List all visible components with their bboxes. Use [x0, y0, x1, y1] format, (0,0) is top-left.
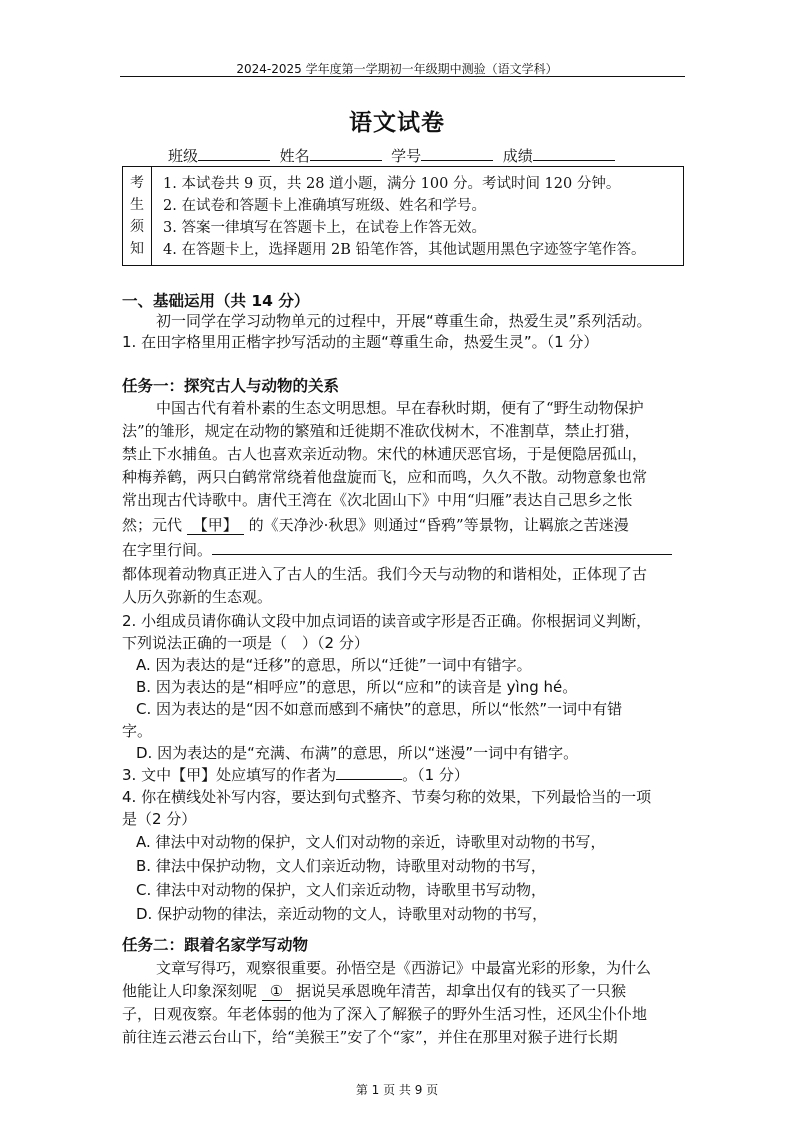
- task2-line: 文章写得巧，观察很重要。孙悟空是《西游记》中最富光彩的形象，为什么: [156, 959, 652, 977]
- notice-item: 3. 答案一律填写在答题卡上，在试卷上作答无效。: [163, 220, 486, 236]
- score-label: 成绩: [502, 147, 533, 165]
- fill-blank: [212, 539, 672, 555]
- exam-header: 2024-2025 学年度第一学期初一年级期中测验（语文学科）: [236, 62, 558, 76]
- blank-marker-1: ①: [262, 982, 291, 1001]
- task2-line: 前往连云港云台山下，给“美猴王”安了个“家”，并住在那里对猴子进行长期: [122, 1028, 618, 1046]
- q2-option: C. 因为表达的是“因不如意而感到不痛快”的意思，所以“怅然”一词中有错: [136, 700, 623, 718]
- task2-line: 子，日观夜察。年老体弱的他为了深入了解猴子的野外生活习性，还风尘仆仆地: [122, 1005, 648, 1023]
- task1-line: 中国古代有着朴素的生态文明思想。早在春秋时期，便有了“野生动物保护: [156, 399, 644, 417]
- q2-option: B. 因为表达的是“相呼应”的意思，所以“应和”的读音是 yìng hé。: [136, 678, 578, 696]
- student-info-row: [168, 145, 615, 166]
- name-blank: [310, 146, 382, 161]
- notice-item: 4. 在答题卡上，选择题用 2B 铅笔作答，其他试题用黑色字迹签字笔作答。: [163, 242, 646, 258]
- notice-items: [163, 173, 646, 261]
- question-4-stem: 是（2 分）: [122, 810, 197, 828]
- question-2-stem: 2. 小组成员请你确认文段中加点词语的读音或字形是否正确。你根据词义判断，: [122, 612, 652, 630]
- task2-line: 他能让人印象深刻呢 ① 据说吴承恩晚年清苦，却拿出仅有的钱买了一只猴: [122, 982, 627, 1000]
- id-label: 学号: [391, 147, 422, 165]
- notice-label: 考 生 须 知: [123, 167, 152, 265]
- class-blank: [198, 146, 270, 161]
- question-3: 3. 文中【甲】处应填写的作者为 。（1 分）: [122, 766, 469, 784]
- score-blank: [533, 146, 615, 161]
- author-blank: [336, 764, 402, 780]
- section1-heading: 一、基础运用（共 14 分）: [122, 292, 310, 310]
- question-4-stem: 4. 你在横线处补写内容，要达到句式整齐、节奏匀称的效果，下列最恰当的一项: [122, 788, 652, 806]
- task1-line: 然；元代 【甲】 的《天净沙·秋思》则通过“昏鸦”等景物，让羁旅之苦迷漫: [122, 516, 629, 534]
- q2-option: D. 因为表达的是“充满、布满”的意思，所以“迷漫”一词中有错字。: [136, 744, 579, 762]
- blank-jia: 【甲】: [187, 516, 244, 535]
- task1-line: 种梅养鹤，两只白鹤常常绕着他盘旋而飞，应和而鸣，久久不散。动物意象也常: [122, 468, 648, 486]
- question-2-stem: 下列说法正确的一项是（ ）（2 分）: [122, 634, 369, 652]
- q4-option: A. 律法中对动物的保护，文人们对动物的亲近，诗歌里对动物的书写，: [136, 833, 606, 851]
- task1-line: 禁止下水捕鱼。古人也喜欢亲近动物。宋代的林逋厌恶官场，于是便隐居孤山，: [122, 445, 648, 463]
- page-title: 语文试卷: [349, 110, 445, 136]
- q4-option: D. 保护动物的律法，亲近动物的文人，诗歌里对动物的书写，: [136, 905, 548, 923]
- section1-intro: 初一同学在学习动物单元的过程中，开展“尊重生命，热爱生灵”系列活动。: [156, 312, 652, 330]
- task1-line: 人历久弥新的生态观。: [122, 588, 273, 606]
- task2-heading: 任务二：跟着名家学写动物: [122, 936, 309, 954]
- q4-option: B. 律法中保护动物，文人们亲近动物，诗歌里对动物的书写，: [136, 857, 546, 875]
- header-rule: [120, 76, 685, 77]
- q4-option: C. 律法中对动物的保护，文人们亲近动物，诗歌里书写动物，: [136, 881, 547, 899]
- name-label: 姓名: [279, 147, 310, 165]
- notice-item: 2. 在试卷和答题卡上准确填写班级、姓名和学号。: [163, 198, 486, 214]
- question-1: 1. 在田字格里用正楷字抄写活动的主题“尊重生命，热爱生灵”。（1 分）: [122, 333, 599, 351]
- task1-line: 常出现古代诗歌中。唐代王湾在《次北固山下》中用“归雁”表达自己思乡之怅: [122, 491, 633, 509]
- notice-item: 1. 本试卷共 9 页，共 28 道小题，满分 100 分。考试时间 120 分钟。: [163, 176, 621, 192]
- id-blank: [421, 146, 493, 161]
- task1-line: 在字里行间。: [122, 539, 672, 561]
- page-footer: 第 1 页 共 9 页: [355, 1083, 439, 1097]
- task1-heading: 任务一：探究古人与动物的关系: [122, 377, 340, 395]
- notice-box: [122, 166, 684, 266]
- q2-option: A. 因为表达的是“迁移”的意思，所以“迁徙”一词中有错字。: [136, 656, 532, 674]
- q2-option: 字。: [122, 722, 153, 740]
- class-label: 班级: [168, 147, 199, 165]
- task1-line: 都体现着动物真正进入了古人的生活。我们今天与动物的和谐相处，正体现了古: [122, 565, 648, 583]
- task1-line: 法”的雏形，规定在动物的繁殖和迁徙期不准砍伐树木，不准割草，禁止打猎，: [122, 422, 640, 440]
